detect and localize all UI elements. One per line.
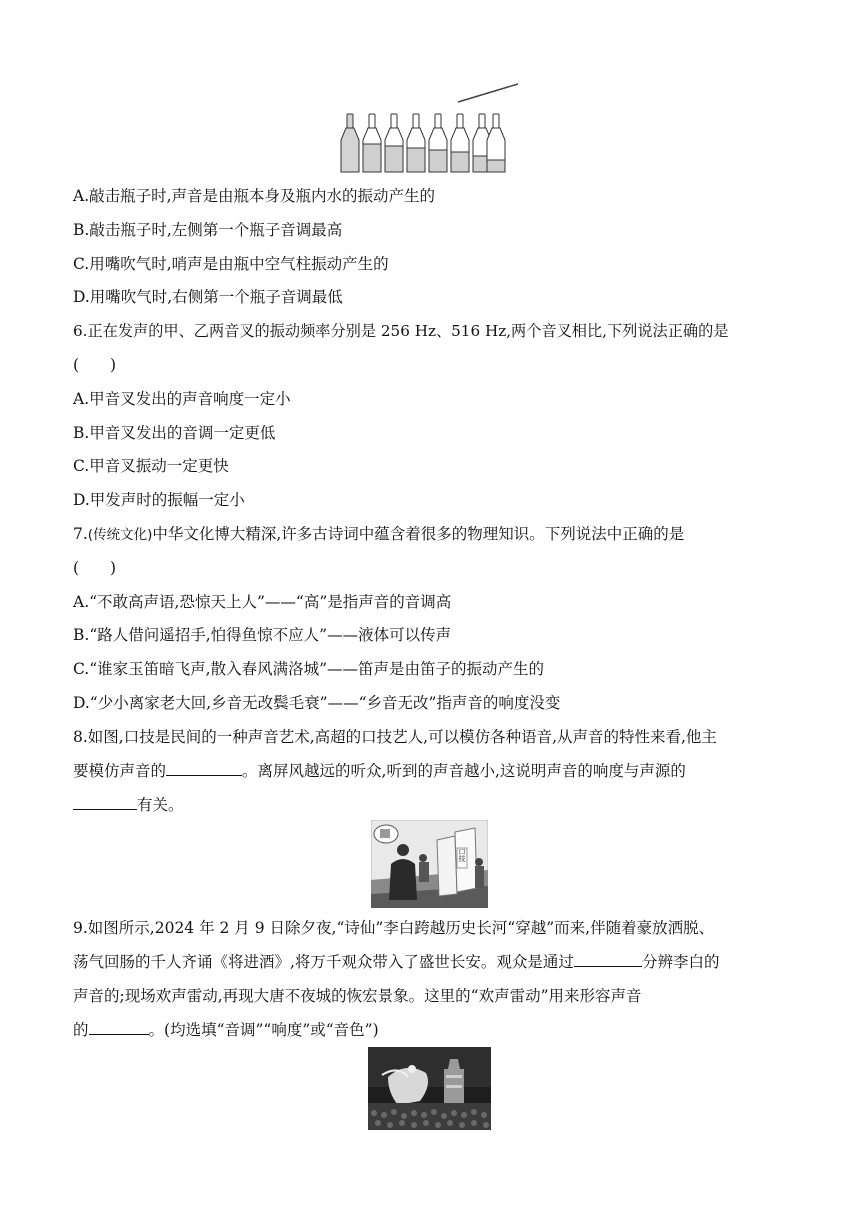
q7-option-b: B.“路人借问遥招手,怕得鱼惊不应人”——液体可以传声: [73, 626, 452, 644]
striking-stick: [458, 84, 518, 102]
q8-line-3: [73, 795, 184, 815]
q8-blank-1[interactable]: [166, 761, 242, 776]
q7-tag: (传统文化): [87, 527, 153, 543]
q9-line-3: 声音的;现场欢声雷动,再现大唐不夜城的恢宏景象。这里的“欢声雷动”用来形容声音: [73, 987, 642, 1005]
q5-option-d: D.用嘴吹气时,右侧第一个瓶子音调最低: [73, 288, 343, 306]
bottle-1: [341, 114, 359, 172]
screen-label: 口技: [458, 848, 466, 862]
q9-line-1: 9.如图所示,2024 年 2 月 9 日除夕夜,“诗仙”李白跨越历史长河“穿越”而来,伴随着豪放洒脱、: [73, 919, 715, 937]
libai-performance-figure: [368, 1047, 491, 1130]
q8-line-2: [73, 761, 686, 781]
bottle-2: [363, 114, 381, 172]
q9-line-4-start: 的: [73, 1021, 89, 1039]
q8-blank-2[interactable]: [73, 795, 137, 810]
q9-line-2: [73, 952, 719, 972]
q9-blank-1[interactable]: [574, 952, 642, 967]
q7-option-d: D.“少小离家老大回,乡音无改鬓毛衰”——“乡音无改”指声音的响度没变: [73, 694, 561, 712]
q6-option-a: A.甲音叉发出的声音响度一定小: [73, 390, 291, 408]
q7-option-a: A.“不敢高声语,恐惊天上人”——“高”是指声音的音调高: [73, 593, 452, 611]
q5-option-c: C.用嘴吹气时,哨声是由瓶中空气柱振动产生的: [73, 255, 389, 273]
q7-answer-paren: ( ): [73, 559, 117, 577]
q7-number: 7.: [73, 525, 88, 543]
q6-option-c: C.甲音叉振动一定更快: [73, 457, 229, 475]
bottle-4: [407, 114, 425, 172]
q7-stem: [73, 524, 684, 545]
bottle-3: [385, 114, 403, 172]
q8-line-1: 8.如图,口技是民间的一种声音艺术,高超的口技艺人,可以模仿各种语音,从声音的特性来看,他主: [73, 728, 717, 746]
q9-line-4: [73, 1020, 379, 1040]
q9-line-4-end: 。(均选填“音调”“响度”或“音色”): [148, 1021, 379, 1039]
q6-answer-paren: ( ): [73, 356, 117, 374]
q9-line-2-start: 荡气回肠的千人齐诵《将进酒》,将万千观众带入了盛世长安。观众是通过: [73, 953, 574, 971]
q9-blank-2[interactable]: [89, 1020, 149, 1035]
q7-stem-text: 中华文化博大精深,许多古诗词中蕴含着很多的物理知识。下列说法中正确的是: [152, 525, 685, 543]
q9-line-2-end: 分辨李白的: [641, 953, 720, 971]
kouji-figure: [371, 820, 488, 908]
bottle-8: [487, 114, 505, 172]
q5-option-b: B.敲击瓶子时,左侧第一个瓶子音调最高: [73, 221, 343, 239]
bottles-figure: [336, 82, 526, 176]
q8-line-2-end: 。离屏风越远的听众,听到的声音越小,这说明声音的响度与声源的: [242, 762, 686, 780]
q6-option-b: B.甲音叉发出的音调一定更低: [73, 424, 276, 442]
q7-option-c: C.“谁家玉笛暗飞声,散入春风满洛城”——笛声是由笛子的振动产生的: [73, 660, 545, 678]
q6-stem: 6.正在发声的甲、乙两音叉的振动频率分别是 256 Hz、516 Hz,两个音叉相比,下列说法正确的是: [73, 322, 729, 340]
q8-line-2-start: 要模仿声音的: [73, 762, 167, 780]
q6-option-d: D.甲发声时的振幅一定小: [73, 491, 245, 509]
bottle-5: [429, 114, 447, 172]
q8-line-3-text: 有关。: [137, 796, 184, 814]
q5-option-a: A.敲击瓶子时,声音是由瓶本身及瓶内水的振动产生的: [73, 187, 436, 205]
bottle-6: [451, 114, 469, 172]
